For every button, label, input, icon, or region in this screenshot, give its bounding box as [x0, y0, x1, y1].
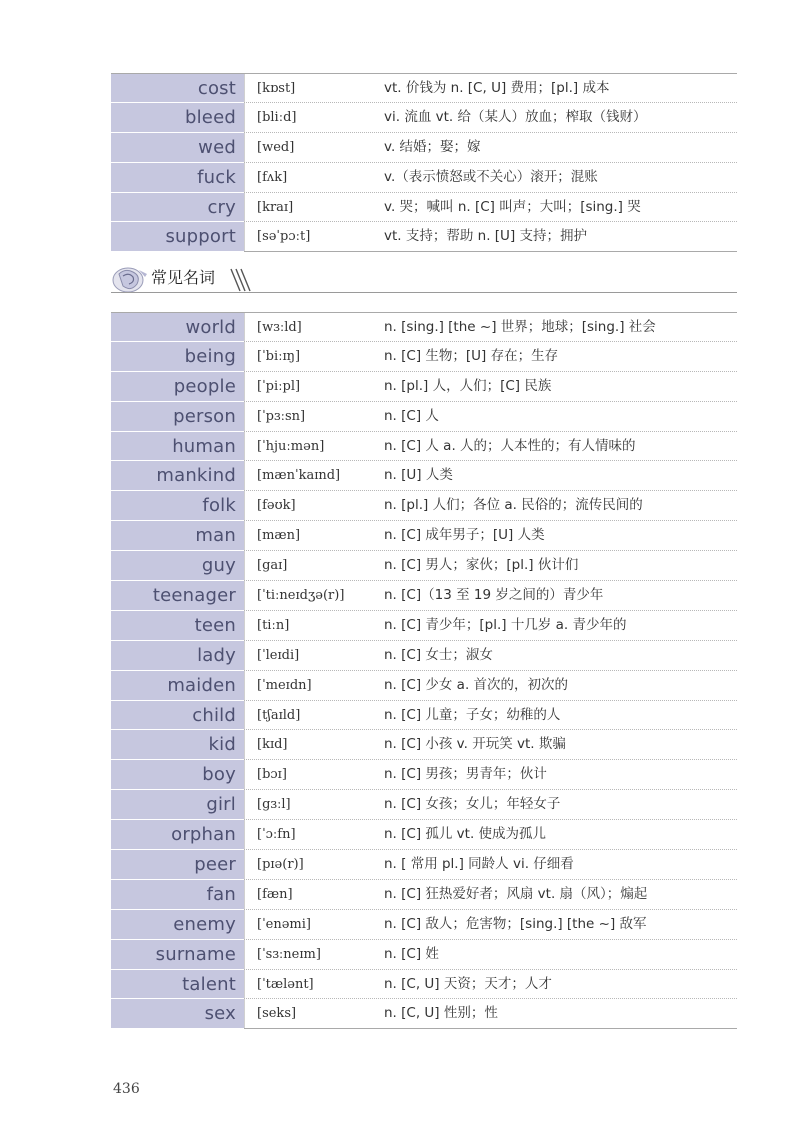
- vocab-definition: n. [sing.] [the ~] 世界；地球；[sing.] 社会: [384, 319, 656, 335]
- vocab-phonetic: [bɔɪ]: [244, 760, 374, 789]
- vocab-phonetic: [mænˈkaɪnd]: [244, 461, 374, 490]
- section-header: [111, 262, 737, 296]
- vocab-row: [111, 880, 737, 910]
- vocab-row: [111, 461, 737, 491]
- vocab-definition: n. [C] 女士；淑女: [384, 646, 493, 663]
- vocab-phonetic: [ˈbiːɪŋ]: [244, 342, 374, 371]
- vocab-word: enemy: [111, 910, 244, 940]
- vocab-row: [111, 312, 737, 342]
- page-number: 436: [113, 1081, 140, 1097]
- vocab-row: [111, 372, 737, 402]
- vocab-phonetic: [gɜːl]: [244, 790, 374, 819]
- vocab-definition: n. [C] 小孩 v. 开玩笑 vt. 欺骗: [384, 736, 566, 753]
- vocab-word: bleed: [111, 103, 244, 133]
- vocab-row: [111, 701, 737, 731]
- vocab-row: [111, 342, 737, 372]
- vocab-phonetic: [ˈhjuːmən]: [244, 432, 374, 461]
- vocab-word: human: [111, 432, 244, 462]
- vocab-table-top: [111, 73, 737, 252]
- vocab-definition: n. [C] 女孩；女儿；年轻女子: [384, 796, 561, 813]
- vocab-word: wed: [111, 133, 244, 163]
- vocab-row: [111, 133, 737, 163]
- vocab-row: [111, 551, 737, 581]
- vocab-row: [111, 611, 737, 641]
- vocab-definition: n. [C] 生物；[U] 存在；生存: [384, 347, 559, 364]
- vocab-definition: n. [C, U] 天资；天才；人才: [384, 975, 552, 992]
- vocab-row: [111, 910, 737, 940]
- vocab-definition: n. [ 常用 pl.] 同龄人 vi. 仔细看: [384, 856, 574, 873]
- vocab-phonetic: [gaɪ]: [244, 551, 374, 580]
- vocab-word: mankind: [111, 461, 244, 491]
- vocab-definition: n. [C] 敌人；危害物；[sing.] [the ~] 敌军: [384, 915, 647, 932]
- vocab-phonetic: [kraɪ]: [244, 193, 374, 222]
- vocab-definition: n. [U] 人类: [384, 467, 453, 484]
- vocab-phonetic: [ˈpɜːsn]: [244, 402, 374, 431]
- vocab-definition: n. [C] 男孩；男青年；伙计: [384, 766, 547, 783]
- vocab-definition: n. [C] 成年男子；[U] 人类: [384, 527, 545, 544]
- vocab-definition: vt. 价钱为 n. [C, U] 费用；[pl.] 成本: [384, 80, 610, 96]
- vocab-definition: n. [C] 姓: [384, 945, 439, 962]
- vocab-definition: n. [C]（13 至 19 岁之间的）青少年: [384, 587, 604, 604]
- vocab-phonetic: [wed]: [244, 133, 374, 162]
- vocab-word: kid: [111, 730, 244, 760]
- vocab-definition: n. [C] 狂热爱好者；风扇 vt. 扇（风）；煽起: [384, 885, 648, 902]
- vocab-word: maiden: [111, 671, 244, 701]
- vocab-word: boy: [111, 760, 244, 790]
- vocab-word: fuck: [111, 163, 244, 193]
- vocab-word: fan: [111, 880, 244, 910]
- vocab-row: [111, 222, 737, 252]
- vocab-definition: n. [C] 男人；家伙；[pl.] 伙计们: [384, 557, 579, 574]
- vocab-word: being: [111, 342, 244, 372]
- vocab-definition: n. [C] 人 a. 人的；人本性的；有人情味的: [384, 437, 636, 454]
- vocab-row: [111, 790, 737, 820]
- vocab-row: [111, 163, 737, 193]
- vocab-definition: v. 哭；喊叫 n. [C] 叫声；大叫；[sing.] 哭: [384, 198, 641, 215]
- vocab-row: [111, 671, 737, 701]
- vocab-row: [111, 73, 737, 103]
- vocab-word: folk: [111, 491, 244, 521]
- vocab-word: support: [111, 222, 244, 252]
- vocab-row: [111, 193, 737, 223]
- vocab-phonetic: [ˈenəmi]: [244, 910, 374, 939]
- vocab-phonetic: [ˈmeɪdn]: [244, 671, 374, 700]
- vocab-row: [111, 999, 737, 1029]
- vocab-row: [111, 432, 737, 462]
- vocab-word: cry: [111, 193, 244, 223]
- vocab-phonetic: [ˈɔːfn]: [244, 820, 374, 849]
- vocab-word: peer: [111, 850, 244, 880]
- vocab-phonetic: [bliːd]: [244, 103, 374, 132]
- vocab-phonetic: [mæn]: [244, 521, 374, 550]
- vocab-phonetic: [ˈtælənt]: [244, 970, 374, 999]
- vocab-phonetic: [seks]: [244, 999, 374, 1028]
- vocab-phonetic: [ˈpiːpl]: [244, 372, 374, 401]
- vocab-word: girl: [111, 790, 244, 820]
- vocab-definition: n. [C] 青少年；[pl.] 十几岁 a. 青少年的: [384, 616, 627, 633]
- vocab-definition: n. [C, U] 性别；性: [384, 1005, 498, 1022]
- vocab-word: teenager: [111, 581, 244, 611]
- vocab-word: teen: [111, 611, 244, 641]
- vocab-word: orphan: [111, 820, 244, 850]
- vocab-phonetic: [kɒst]: [244, 74, 374, 102]
- section-divider: [111, 292, 737, 293]
- vocab-definition: n. [C] 人: [384, 407, 439, 424]
- vocab-word: child: [111, 701, 244, 731]
- vocab-definition: n. [pl.] 人，人们；[C] 民族: [384, 377, 552, 394]
- vocab-definition: v. 结婚；娶；嫁: [384, 138, 481, 155]
- vocab-phonetic: [fæn]: [244, 880, 374, 909]
- vocab-row: [111, 521, 737, 551]
- vocab-phonetic: [ˈleɪdi]: [244, 641, 374, 670]
- vocab-definition: n. [C] 儿童；子女；幼稚的人: [384, 706, 561, 723]
- vocab-word: people: [111, 372, 244, 402]
- vocab-table-nouns: [111, 312, 737, 1029]
- vocab-definition: v.（表示愤怒或不关心）滚开；混账: [384, 168, 598, 185]
- vocab-row: [111, 760, 737, 790]
- section-icon: [111, 264, 151, 294]
- vocab-definition: n. [C] 少女 a. 首次的，初次的: [384, 676, 569, 693]
- vocab-row: [111, 641, 737, 671]
- vocab-phonetic: [səˈpɔːt]: [244, 222, 374, 251]
- vocab-phonetic: [tiːn]: [244, 611, 374, 640]
- vocab-word: world: [111, 313, 244, 342]
- section-title: 常见名词: [151, 268, 216, 287]
- vocab-row: [111, 970, 737, 1000]
- vocab-definition: vt. 支持；帮助 n. [U] 支持；拥护: [384, 228, 588, 245]
- vocab-definition: n. [pl.] 人们；各位 a. 民俗的；流传民间的: [384, 497, 643, 514]
- vocab-row: [111, 402, 737, 432]
- vocab-definition: vi. 流血 vt. 给（某人）放血；榨取（钱财）: [384, 108, 647, 125]
- vocab-row: [111, 850, 737, 880]
- vocab-row: [111, 491, 737, 521]
- vocab-word: cost: [111, 74, 244, 103]
- vocab-phonetic: [ˈtiːneɪdʒə(r)]: [244, 581, 374, 610]
- vocab-word: sex: [111, 999, 244, 1029]
- vocab-row: [111, 581, 737, 611]
- vocab-phonetic: [kɪd]: [244, 730, 374, 759]
- vocab-word: guy: [111, 551, 244, 581]
- vocab-definition: n. [C] 孤儿 vt. 使成为孤儿: [384, 826, 547, 843]
- vocab-phonetic: [wɜːld]: [244, 313, 374, 341]
- vocab-phonetic: [pɪə(r)]: [244, 850, 374, 879]
- vocab-word: surname: [111, 940, 244, 970]
- vocab-phonetic: [fəʊk]: [244, 491, 374, 520]
- vocab-phonetic: [ˈsɜːneɪm]: [244, 940, 374, 969]
- vocab-word: talent: [111, 970, 244, 1000]
- vocab-row: [111, 730, 737, 760]
- vocab-phonetic: [tʃaɪld]: [244, 701, 374, 730]
- section-stripes-icon: [228, 267, 252, 293]
- vocab-word: person: [111, 402, 244, 432]
- vocab-row: [111, 940, 737, 970]
- vocab-word: man: [111, 521, 244, 551]
- vocab-row: [111, 820, 737, 850]
- vocab-row: [111, 103, 737, 133]
- vocab-phonetic: [fʌk]: [244, 163, 374, 192]
- vocab-word: lady: [111, 641, 244, 671]
